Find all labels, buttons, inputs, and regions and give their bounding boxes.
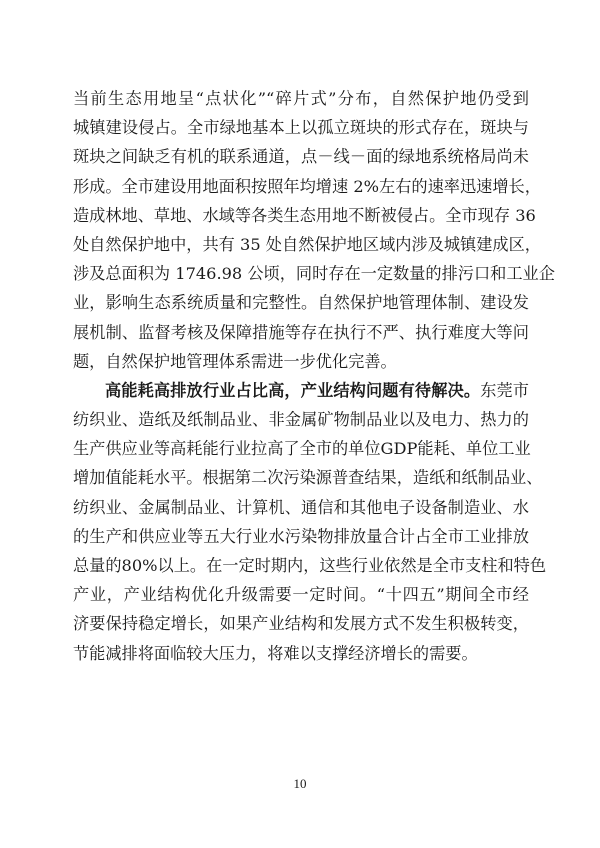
text-line: 形成。全市建设用地面积按照年均增速 2%左右的速率迅速增长， [73,176,541,196]
text-line: 处自然保护地中，共有 35 处自然保护地区域内涉及城镇建成区， [73,234,541,254]
text-line: 节能减排将面临较大压力，将难以支撑经济增长的需要。 [73,643,478,663]
text-line: 总量的80%以上。在一定时期内，这些行业依然是全市支柱和特色 [73,556,547,575]
text-line: 斑块之间缺乏有机的联系通道，点－线－面的绿地系统格局尚未 [73,147,529,167]
text-line: 增加值能耗水平。根据第二次污染源普查结果，造纸和纸制品业、 [73,468,543,488]
text-line: 当前生态用地呈“点状化”“碎片式”分布，自然保护地仍受到 [73,89,529,108]
body-text [73,84,555,668]
text-line: 生产供应业等高耗能行业拉高了全市的单位GDP能耗、单位工业 [73,439,531,459]
paragraph-heading: 高能耗高排放行业占比高，产业结构问题有待解决。 [105,380,481,400]
text-line: 济要保持稳定增长，如果产业结构和发展方式不发生积极转变， [73,614,529,634]
paragraph-industrial-structure [73,376,547,668]
text-line: 城镇建设侵占。全市绿地基本上以孤立斑块的形式存在，斑块与 [73,118,529,138]
paragraph-ecological-land [73,84,555,376]
text-line: 纺织业、金属制品业、计算机、通信和其他电子设备制造业、水 [73,497,529,517]
page-number: 10 [293,776,307,791]
text-line: 纺织业、造纸及纸制品业、非金属矿物制品业以及电力、热力的 [73,410,529,430]
text-line: 产业，产业结构优化升级需要一定时间。“十四五”期间全市经 [73,585,529,605]
text-line: 题，自然保护地管理体系需进一步优化完善。 [73,351,397,371]
text-line: 造成林地、草地、水域等各类生态用地不断被侵占。全市现存 36 [73,205,536,225]
text-line: 的生产和供应业等五大行业水污染物排放量合计占全市工业排放 [73,526,529,546]
text-line: 展机制、监督考核及保障措施等存在执行不严、执行难度大等问 [73,322,529,342]
text-line: 业，影响生态系统质量和完整性。自然保护地管理体制、建设发 [73,293,529,313]
text-span: 东莞市 [480,380,529,400]
paragraph-first-line [73,376,529,405]
text-line: 涉及总面积为 1746.98 公顷，同时存在一定数量的排污口和工业企 [73,264,555,284]
